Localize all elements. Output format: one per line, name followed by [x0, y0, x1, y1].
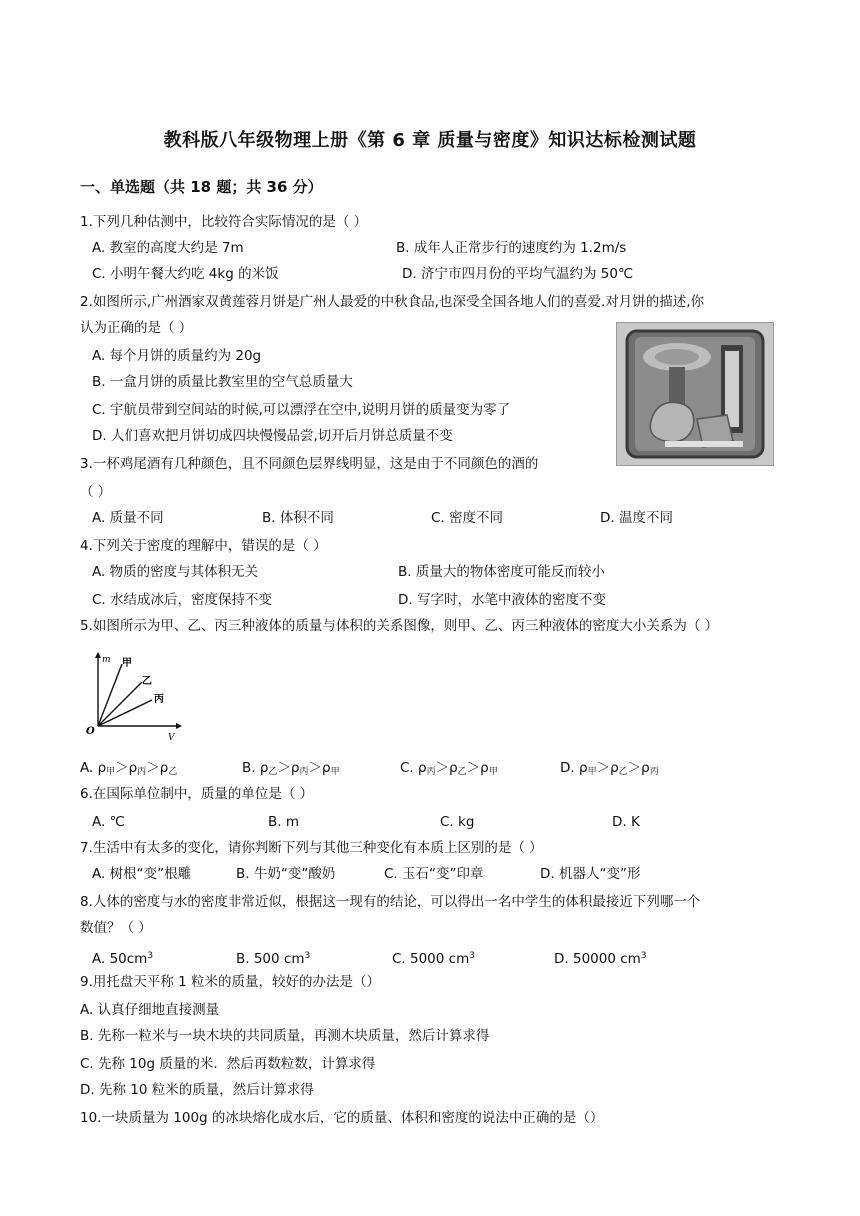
q5-option-b — [242, 758, 340, 782]
q7-option-c: C. 玉石“变”印章 — [384, 866, 484, 882]
q8-option-a — [92, 946, 153, 969]
question-5-stem: 5.如图所示为甲、乙、丙三种液体的质量与体积的关系图像，则甲、乙、丙三种液体的密度大小关系为（ ） — [80, 618, 719, 634]
q5-option-d — [560, 758, 659, 782]
q7-option-b: B. 牛奶“变”酸奶 — [236, 866, 336, 882]
q5-b-text3: ＞ρ — [308, 760, 331, 776]
question-10-stem: 10.一块质量为 100g 的冰块熔化成水后，它的质量、体积和密度的说法中正确的是（） — [80, 1110, 604, 1126]
graph-label-bing: 丙 — [154, 694, 164, 705]
q5-d-text2: ＞ρ — [596, 760, 619, 776]
q5-a-text2: ＞ρ — [115, 760, 138, 776]
q5-d-text3: ＞ρ — [627, 760, 650, 776]
question-7-stem: 7.生活中有太多的变化，请你判断下列与其他三种变化有本质上区别的是（ ） — [80, 840, 543, 856]
graph-label-jia: 甲 — [122, 658, 132, 669]
q5-d-sub1: 甲 — [587, 767, 597, 777]
question-8-stem-cont: 数值？（ ） — [80, 920, 152, 936]
q5-c-sub1: 丙 — [426, 767, 436, 777]
q1-option-d: D. 济宁市四月份的平均气温约为 50℃ — [402, 266, 634, 282]
q8-b-text: B. 500 cm — [236, 951, 305, 967]
q5-b-text2: ＞ρ — [277, 760, 300, 776]
q2-option-c: C. 宇航员带到空间站的时候,可以漂浮在空中,说明月饼的质量变为零了 — [92, 402, 511, 418]
q3-option-b: B. 体积不同 — [262, 510, 334, 526]
q6-option-b: B. m — [268, 814, 299, 830]
question-9-stem: 9.用托盘天平称 1 粒米的质量，较好的办法是（） — [80, 974, 381, 990]
q5-option-a — [80, 758, 177, 782]
q5-b-sub3: 甲 — [330, 767, 340, 777]
mooncake-photo — [616, 322, 774, 466]
exam-title: 教科版八年级物理上册《第 6 章 质量与密度》知识达标检测试题 — [163, 130, 697, 151]
q2-option-b: B. 一盒月饼的质量比教室里的空气总质量大 — [92, 374, 353, 390]
question-1-stem: 1.下列几种估测中，比较符合实际情况的是（ ） — [80, 214, 368, 230]
q5-c-text3: ＞ρ — [466, 760, 489, 776]
question-3-stem: 3.一杯鸡尾酒有几种颜色，且不同颜色层界线明显，这是由于不同颜色的酒的 — [80, 456, 539, 472]
q5-b-text: B. ρ — [242, 760, 269, 776]
q4-option-c: C. 水结成冰后，密度保持不变 — [92, 592, 273, 608]
question-2-stem-cont: 认为正确的是（ ） — [80, 320, 193, 336]
q8-c-sup: 3 — [469, 951, 475, 961]
graph-origin-label: O — [86, 726, 95, 737]
q8-d-sup: 3 — [640, 951, 647, 961]
q5-c-text: C. ρ — [400, 760, 427, 776]
q1-option-c: C. 小明午餐大约吃 4kg 的米饭 — [92, 266, 279, 282]
q5-b-sub2: 丙 — [299, 767, 309, 777]
question-4-stem: 4.下列关于密度的理解中，错误的是（ ） — [80, 538, 327, 554]
q9-option-d: D. 先称 10 粒米的质量，然后计算求得 — [80, 1082, 314, 1098]
q8-a-text: A. 50cm — [92, 951, 148, 967]
question-2-stem: 2.如图所示,广州酒家双黄莲蓉月饼是广州人最爱的中秋食品,也深受全国各地人们的喜爱.对月饼的描述,你 — [80, 294, 705, 310]
q4-option-a: A. 物质的密度与其体积无关 — [92, 564, 259, 580]
section-heading: 一、单选题（共 18 题；共 36 分） — [80, 178, 323, 196]
q5-a-sub2: 丙 — [137, 767, 147, 777]
q7-option-d: D. 机器人“变”形 — [540, 866, 641, 882]
q8-option-b — [236, 946, 310, 969]
q8-d-text: D. 50000 cm — [554, 951, 641, 967]
graph-label-yi: 乙 — [142, 676, 152, 687]
question-3-stem-cont: （ ） — [80, 484, 112, 500]
q5-a-sub3: 乙 — [168, 767, 178, 777]
q5-d-sub2: 乙 — [618, 767, 628, 777]
q1-option-a: A. 教室的高度大约是 7m — [92, 240, 244, 256]
q8-option-c — [392, 946, 475, 969]
graph-v-label: V — [168, 733, 175, 742]
q2-option-d: D. 人们喜欢把月饼切成四块慢慢品尝,切开后月饼总质量不变 — [92, 428, 453, 444]
q2-option-a: A. 每个月饼的质量约为 20g — [92, 348, 262, 364]
q5-a-sub1: 甲 — [106, 767, 116, 777]
q5-d-sub3: 丙 — [649, 767, 659, 777]
mooncake-photo-illustration — [617, 323, 773, 465]
graph-m-label: m — [102, 655, 111, 665]
q5-a-text: A. ρ — [80, 760, 107, 776]
q3-option-a: A. 质量不同 — [92, 510, 164, 526]
q3-option-d: D. 温度不同 — [600, 510, 673, 526]
q3-option-c: C. 密度不同 — [431, 510, 504, 526]
q9-option-b: B. 先称一粒米与一块木块的共同质量，再测木块质量，然后计算求得 — [80, 1028, 490, 1044]
q4-option-b: B. 质量大的物体密度可能反而较小 — [398, 564, 605, 580]
q6-option-c: C. kg — [440, 814, 475, 830]
q5-a-text3: ＞ρ — [146, 760, 169, 776]
q6-option-a: A. ℃ — [92, 814, 125, 830]
q8-option-d — [554, 946, 647, 969]
q6-option-d: D. K — [612, 814, 640, 830]
question-6-stem: 6.在国际单位制中，质量的单位是（ ） — [80, 786, 314, 802]
q9-option-c: C. 先称 10g 质量的米．然后再数粒数，计算求得 — [80, 1056, 376, 1072]
q5-c-sub3: 甲 — [488, 767, 498, 777]
q8-b-sup: 3 — [304, 951, 311, 961]
question-8-stem: 8.人体的密度与水的密度非常近似，根据这一现有的结论，可以得出一名中学生的体积最接近下列哪一个 — [80, 894, 701, 910]
q8-c-text: C. 5000 cm — [392, 951, 470, 967]
q5-b-sub1: 乙 — [268, 767, 278, 777]
q9-option-a: A. 认真仔细地直接测量 — [80, 1002, 220, 1018]
q8-a-sup: 3 — [147, 951, 154, 961]
q5-option-c — [400, 758, 498, 782]
q1-option-b: B. 成年人正常步行的速度约为 1.2m/s — [396, 240, 627, 256]
q5-c-sub2: 乙 — [457, 767, 467, 777]
q5-d-text: D. ρ — [560, 760, 588, 776]
q4-option-d: D. 写字时，水笔中液体的密度不变 — [398, 592, 606, 608]
q5-c-text2: ＞ρ — [435, 760, 458, 776]
mass-volume-graph — [84, 650, 184, 742]
q7-option-a: A. 树根“变”根雕 — [92, 866, 192, 882]
